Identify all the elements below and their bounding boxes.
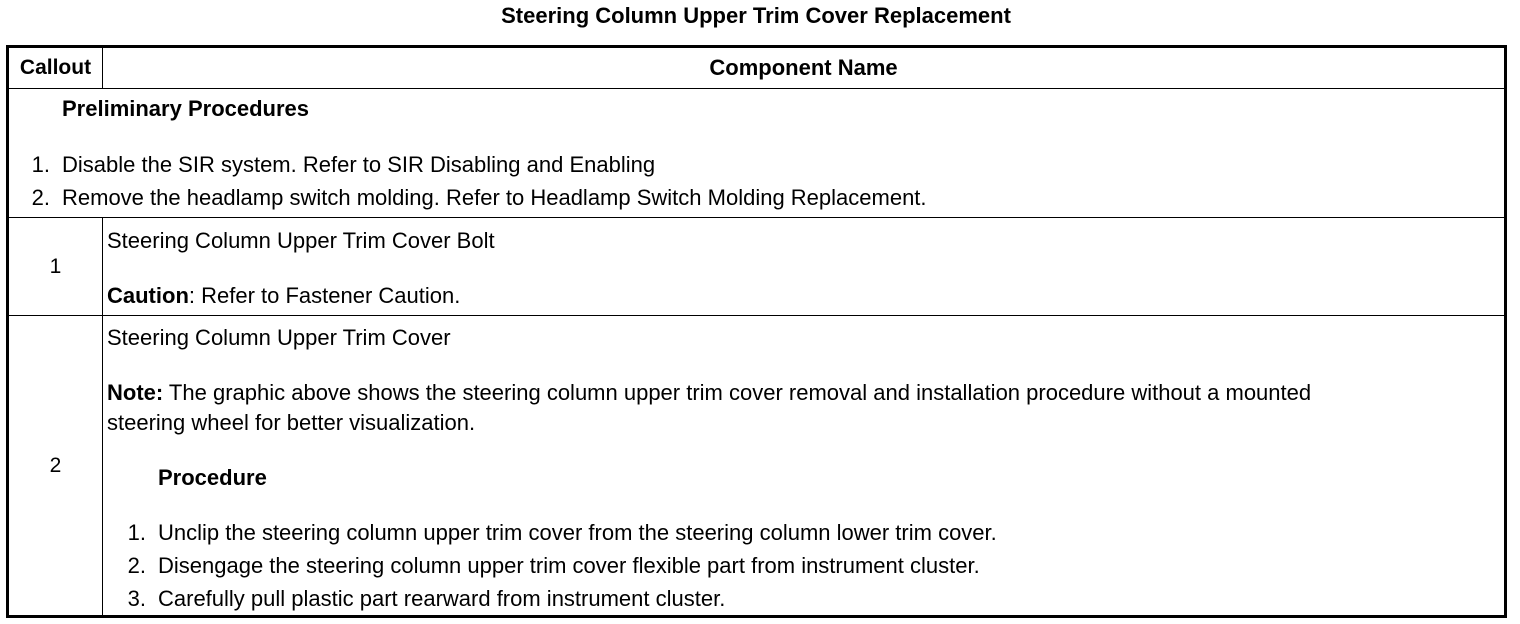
procedure-step-number: 3. <box>127 586 146 611</box>
caution-line <box>107 281 460 311</box>
component-cell <box>103 218 1504 315</box>
header-callout: Callout <box>9 48 103 88</box>
procedure-table <box>6 45 1507 618</box>
preliminary-step-number: 1. <box>31 152 50 177</box>
header-component-name: Component Name <box>709 55 898 80</box>
note-line <box>107 378 1311 408</box>
preliminary-step: Disable the SIR system. Refer to SIR Disabling and Enabling <box>62 152 656 177</box>
procedure-step-number: 2. <box>127 553 146 578</box>
callout-number: 1 <box>9 218 103 315</box>
preliminary-row <box>9 89 1504 218</box>
table-row <box>9 316 1504 615</box>
caution-text: : Refer to Fastener Caution. <box>188 283 461 308</box>
procedure-heading: Procedure <box>158 465 267 490</box>
component-name: Steering Column Upper Trim Cover Bolt <box>107 228 495 253</box>
procedure-step-number: 1. <box>127 520 146 545</box>
preliminary-step-number: 2. <box>31 185 50 210</box>
document-title: Steering Column Upper Trim Cover Replacement <box>501 3 1011 28</box>
component-cell <box>103 316 1504 615</box>
note-line-continued: steering wheel for better visualization. <box>107 410 476 435</box>
table-row <box>9 218 1504 316</box>
procedure-step: Carefully pull plastic part rearward from instrument cluster. <box>158 586 726 611</box>
component-name: Steering Column Upper Trim Cover <box>107 325 451 350</box>
callout-number: 2 <box>9 316 103 615</box>
procedure-step: Disengage the steering column upper trim cover flexible part from instrument cluster. <box>158 553 980 578</box>
preliminary-heading: Preliminary Procedures <box>62 96 310 121</box>
note-label: Note: <box>107 380 164 405</box>
table-header-row <box>9 48 1504 89</box>
caution-label: Caution <box>107 283 189 308</box>
preliminary-step: Remove the headlamp switch molding. Refer to Headlamp Switch Molding Replacement. <box>62 185 927 210</box>
procedure-step: Unclip the steering column upper trim cover from the steering column lower trim cover. <box>158 520 997 545</box>
note-text: The graphic above shows the steering column upper trim cover removal and installation procedure without a mounted <box>163 380 1312 405</box>
